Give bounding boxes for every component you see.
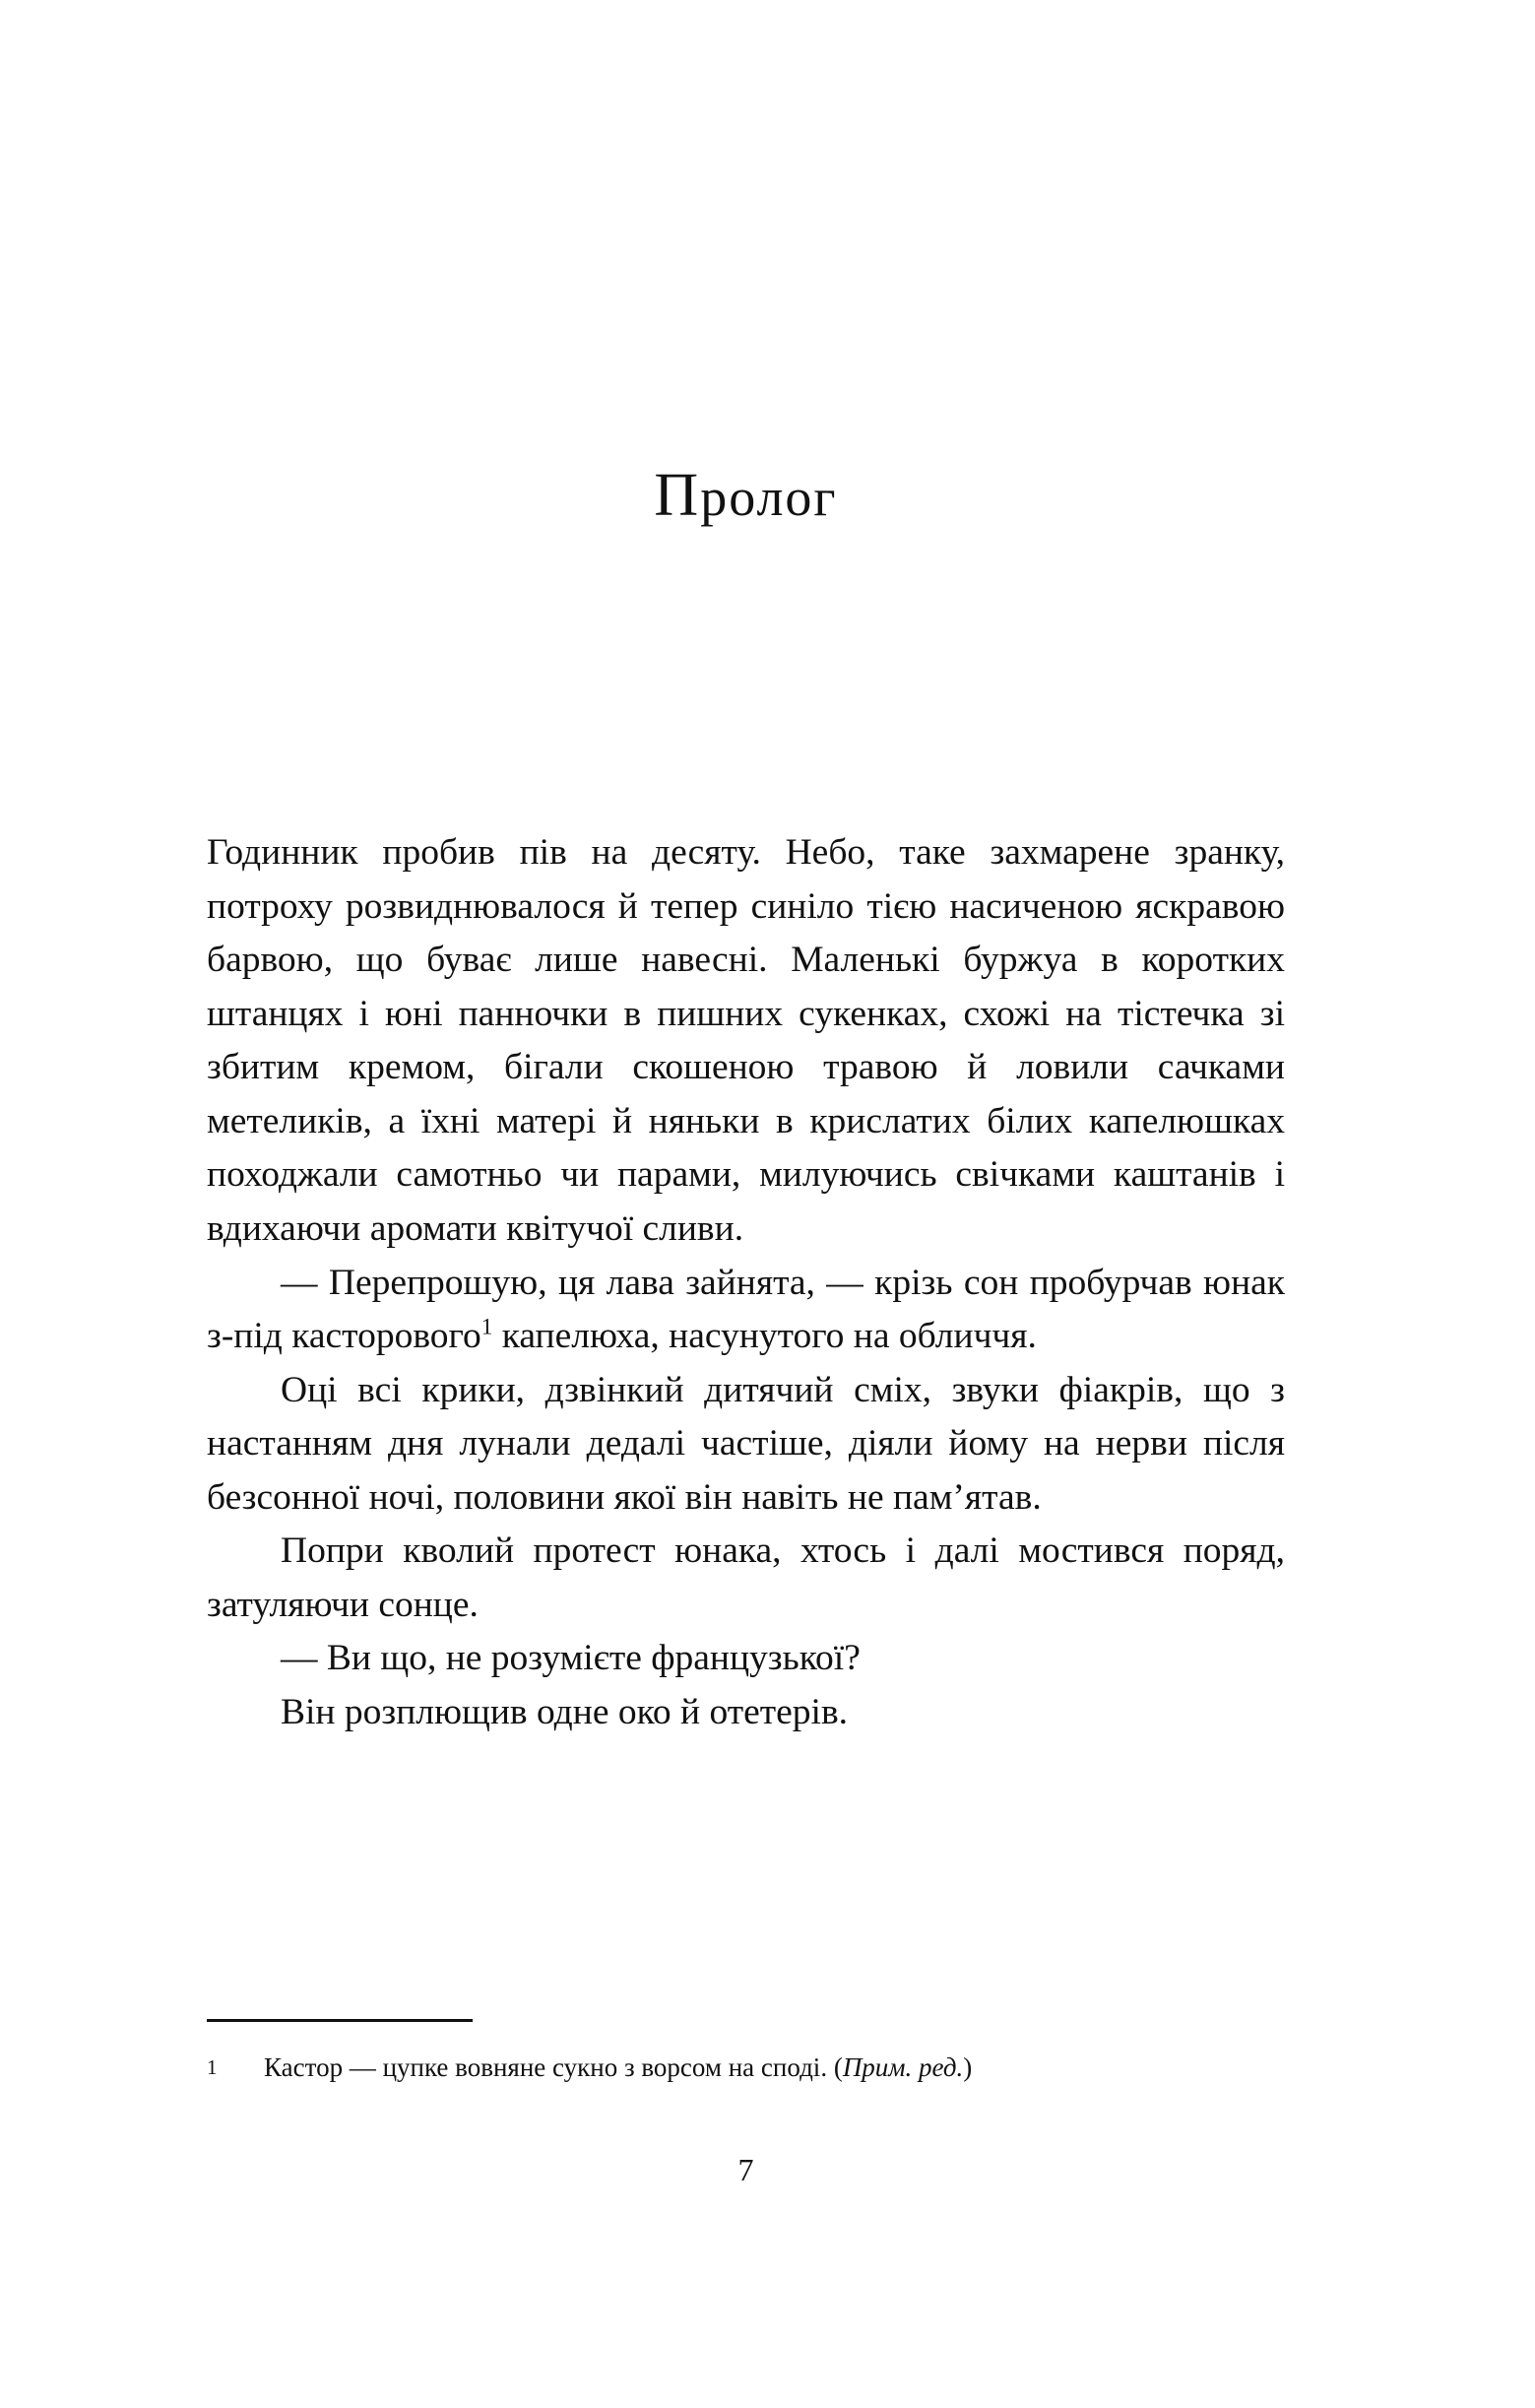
paragraph-4: Попри кволий протест юнака, хтось і далі мостився поряд, затуляючи сонце. [207,1530,1285,1625]
footnote-text-after: ) [963,2052,973,2082]
footnote-text-before: Кастор — цупке вовняне сукно з ворсом на споді. ( [264,2052,843,2082]
chapter-title-initial: П [654,462,701,529]
paragraph-2-part2: капелюха, насунутого на обличчя. [492,1316,1037,1357]
footnote-text-italic: Прим. ред. [842,2052,964,2082]
footnote-item [207,2050,1285,2085]
body-text [207,826,1285,1740]
paragraph-6: Він розплющив одне око й отетерів. [281,1692,849,1732]
footnote-reference[interactable]: 1 [480,1314,493,1340]
footnote-divider [207,2019,473,2022]
footnote-number: 1 [207,2055,218,2079]
paragraph-2-part1: — Перепрошую, ця лава зайнята, — крізь сон пробурчав юнак з-під касторового [207,1262,1285,1357]
page-title [207,0,1285,531]
page-content [207,0,1285,2408]
footnote-text [264,2052,972,2082]
paragraph-1: Годинник пробив пів на десяту. Небо, таке захмарене зранку, потроху розвиднювалося й тепер синіло тією насиченою яскравою барвою, що буває лише навесні. Маленькі буржуа в коротких штанцях і юні панночки в пишних сукенках, схожі на тістечка зі збитим кремом, бігали скошеною травою й ловили сачками метеликів, а їхні матері й няньки в крислатих білих капелюшках походжали самотньо чи парами, милуючись свічками каштанів і вдихаючи аромати квітучої сливи. [207,832,1285,1249]
footnote-area [207,2019,1285,2085]
paragraph-2 [207,1257,1285,1364]
paragraph-3: Оці всі крики, дзвінкий дитячий сміх, звуки фіакрів, що з настанням дня лунали дедалі частіше, діяли йому на нерви після безсонної ночі, половини якої він навіть не пам’ятав. [207,1369,1285,1518]
paragraph-5: — Ви що, не розумієте французької? [281,1638,861,1679]
page-number: 7 [737,2152,754,2187]
chapter-title-rest: ролог [700,468,838,527]
